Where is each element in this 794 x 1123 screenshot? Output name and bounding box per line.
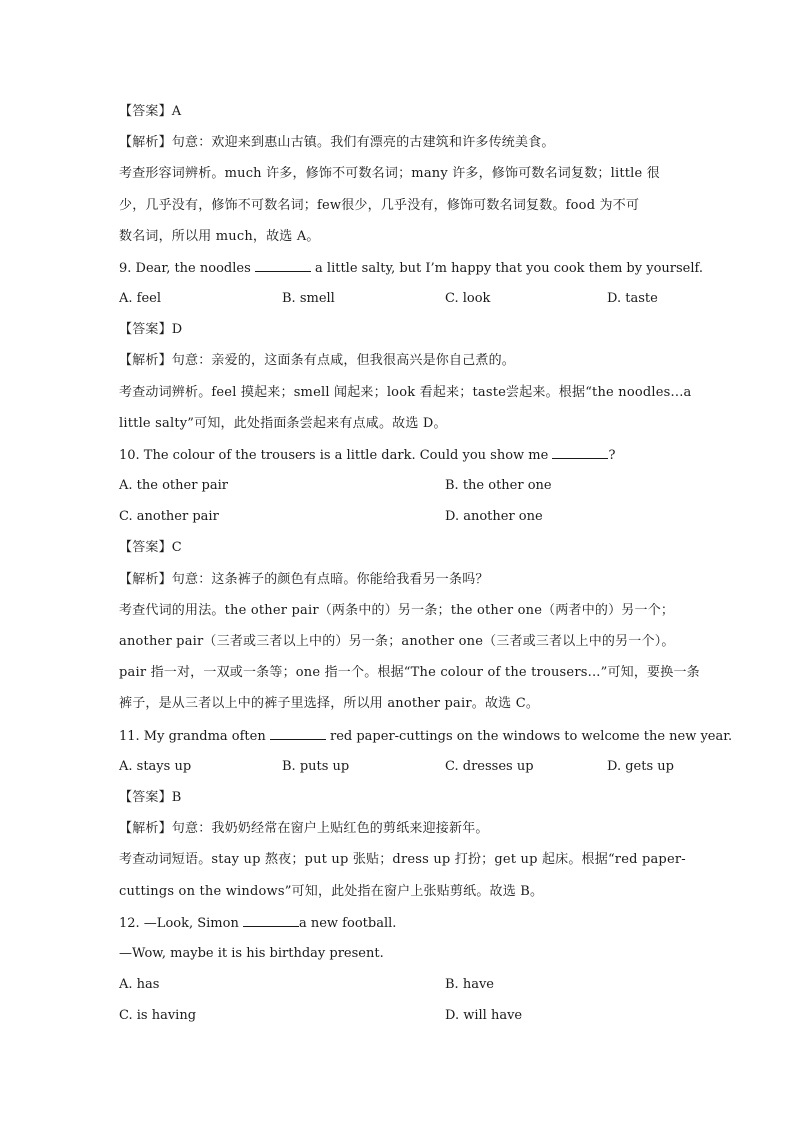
q9-stem [119, 259, 703, 278]
q10-option-b: B. the other one [445, 478, 552, 493]
q11-analysis-line-2: 考查动词短语。stay up 熬夜；put up 张贴；dress up 打扮；get up 起床。根据“red paper- [119, 852, 686, 867]
q10-stem-end: ? [608, 448, 616, 463]
q12-answer-blank [243, 914, 299, 927]
q9-analysis-line-3: little salty”可知，此处指面条尝起来有点咸。故选 D。 [119, 416, 447, 431]
q9-analysis-line-1: 【解析】句意：亲爱的，这面条有点咸，但我很高兴是你自己煮的。 [119, 353, 516, 368]
q10-analysis-line-4: pair 指一对，一双或一条等；one 指一个。根据“The colour of the trousers...”可知，要换一条 [119, 665, 700, 680]
q12-stem-start: 12. —Look, Simon [119, 916, 243, 931]
q10-analysis-line-2: 考查代词的用法。the other pair（两条中的）另一条；the other one（两者中的）另一个； [119, 603, 675, 618]
q12-stem [119, 914, 679, 933]
q10-analysis-line-1: 【解析】句意：这条裤子的颜色有点暗。你能给我看另一条吗？ [119, 572, 489, 587]
q11-analysis-line-1: 【解析】句意：我奶奶经常在窗户上贴红色的剪纸来迎接新年。 [119, 821, 489, 836]
q11-stem-end: red paper-cuttings on the windows to welcome the new year. [325, 729, 733, 744]
q9-analysis-line-2: 考查动词辨析。feel 摸起来；smell 闻起来；look 看起来；taste尝起来。根据“the noodles...a [119, 385, 692, 400]
q10-option-a: A. the other pair [119, 478, 228, 493]
q9-answer-blank [255, 259, 311, 272]
q12-option-c: C. is having [119, 1008, 197, 1023]
q12-option-b: B. have [445, 977, 494, 992]
q10-answer-blank [552, 446, 608, 459]
q11-option-b: B. puts up [282, 759, 350, 774]
q9-option-c: C. look [445, 291, 491, 306]
q9-stem-start: 9. Dear, the noodles [119, 261, 255, 276]
q12-option-d: D. will have [445, 1008, 523, 1023]
q12-option-a: A. has [119, 977, 160, 992]
q11-answer: 【答案】B [119, 790, 182, 805]
q10-analysis-line-5: 裤子，是从三者以上中的裤子里选择，所以用 another pair。故选 C。 [119, 696, 540, 711]
q11-option-c: C. dresses up [445, 759, 534, 774]
q10-answer: 【答案】C [119, 540, 182, 555]
q8-analysis-line-4: 数名词，所以用 much，故选 A。 [119, 229, 320, 244]
q12-stem-end: a new football. [298, 916, 397, 931]
q11-stem [119, 727, 733, 746]
q11-answer-blank [270, 727, 326, 740]
q10-stem-start: 10. The colour of the trousers is a little dark. Could you show me [119, 448, 553, 463]
q9-stem-end: a little salty, but I’m happy that you cook them by yourself. [310, 261, 703, 276]
q11-stem-start: 11. My grandma often [119, 729, 270, 744]
q9-option-a: A. feel [119, 291, 162, 306]
q10-stem [119, 446, 679, 465]
q11-option-a: A. stays up [119, 759, 192, 774]
q8-analysis-line-1: 【解析】句意：欢迎来到惠山古镇。我们有漂亮的古建筑和许多传统美食。 [119, 135, 555, 150]
q11-option-d: D. gets up [607, 759, 674, 774]
q8-answer: 【答案】A [119, 104, 182, 119]
q10-option-d: D. another one [445, 509, 543, 524]
q12-stem-line-2: —Wow, maybe it is his birthday present. [119, 946, 384, 961]
q11-analysis-line-3: cuttings on the windows”可知，此处指在窗户上张贴剪纸。故选 B。 [119, 884, 544, 899]
q10-option-c: C. another pair [119, 509, 219, 524]
q9-option-d: D. taste [607, 291, 658, 306]
q8-analysis-line-3: 少，几乎没有，修饰不可数名词；few很少，几乎没有，修饰可数名词复数。food 为不可 [119, 198, 640, 213]
q9-option-b: B. smell [282, 291, 335, 306]
q8-analysis-line-2: 考查形容词辨析。much 许多，修饰不可数名词；many 许多，修饰可数名词复数；little 很 [119, 166, 660, 181]
q10-analysis-line-3: another pair（三者或三者以上中的）另一条；another one（三者或三者以上中的另一个）。 [119, 634, 675, 649]
q9-answer: 【答案】D [119, 322, 183, 337]
